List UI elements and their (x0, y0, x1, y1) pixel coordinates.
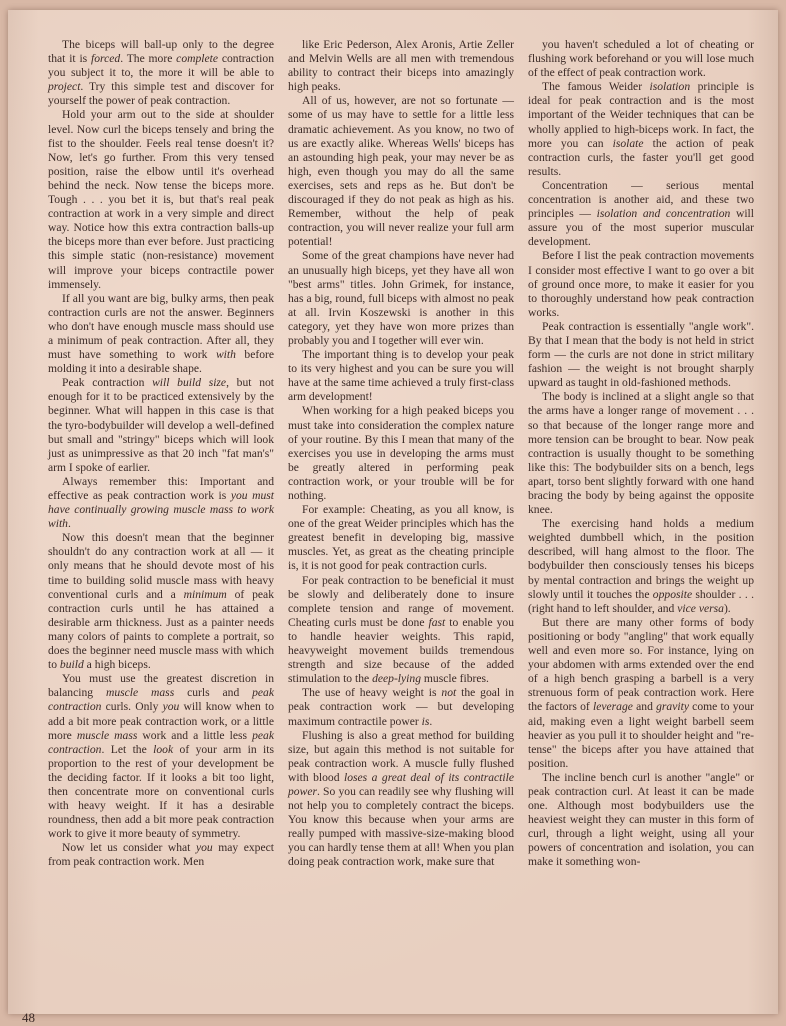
italic-text: isolation and concentration (596, 207, 731, 221)
paragraph (528, 80, 754, 179)
text-run: Before I list the peak contraction movements I consider most effective I want to go over a bit of ground once more, to make it easier for you to thoroughly understand how peak contraction works. (528, 249, 754, 319)
paragraph (288, 249, 514, 348)
text-run: All of us, however, are not so fortunate — some of us may have to settle for a little less dramatic achievement. As you know, no two of us are exactly alike. Whereas Wells' biceps has an astounding high peak, your may never be as high, even though you may do all the same exercises, sets and reps as he. But don't be discouraged if they do not peak as high as his. Remember, without the help of peak contraction, you will never realize your full arm potential! (288, 94, 514, 249)
text-run: you haven't scheduled a lot of cheating or flushing work beforehand or you will lose much of the effect of peak contraction work. (528, 38, 754, 80)
text-run: The use of heavy weight is (302, 686, 442, 700)
text-run: The important thing is to develop your peak to its very highest and you can be sure you will have at the same time achieved a truly first-class arm development! (288, 348, 514, 404)
text-run: The biceps will ball-up only to the degree that it is (48, 38, 274, 66)
italic-text: leverage (593, 700, 633, 714)
text-run: work and a little less (137, 728, 253, 742)
italic-text: you (195, 841, 213, 855)
text-run: Peak contraction (62, 376, 153, 390)
text-run: . (429, 714, 433, 728)
text-run: come to your aid, making even a light weight barbell seem heavier as you pull it to shoulder height and "re-tense" the biceps after you have attained that position. (528, 700, 754, 770)
text-column-3 (528, 38, 754, 870)
italic-text: with (215, 348, 236, 362)
text-run: may expect from peak contraction work. Men (48, 841, 274, 869)
text-run: You must use the greatest discretion in balancing (48, 672, 274, 700)
text-run: Peak contraction is essentially "angle work". By that I mean that the body is not held in strict form — the curls are not done in strict military fashion — the weight is not brought sharply upward as taught in old-fashioned methods. (528, 319, 754, 390)
text-run: a high biceps. (83, 658, 151, 672)
text-run: will know when to add a bit more peak contraction work, or a little more (48, 700, 274, 742)
text-column-2 (288, 38, 514, 870)
italic-text: you (162, 700, 180, 714)
italic-text: vice versa (677, 601, 724, 615)
text-run: will assure you of the most superior muscular development. (528, 207, 755, 249)
italic-text: deep-lying (372, 672, 421, 686)
text-run: The exercising hand holds a medium weighted dumbbell which, in the position described, will hang almost to the floor. The bodybuilder then consciously tenses his biceps by mental contraction and brings the weight up slowly until it touches the (528, 517, 754, 601)
text-run: Always remember this: Important and effective as peak contraction work is (48, 474, 274, 502)
text-run: of your arm in its proportion to the rest of your development be the deciding factor. If it looks a bit too light, then concentrate more on conventional curls with heavy weight. If it has a desirable roundness, then add a bit more peak contraction work to give it more beauty of symmetry. (48, 742, 274, 841)
text-run: muscle fibres. (421, 672, 489, 686)
text-run: Some of the great champions have never had an unusually high biceps, yet they have all won "best arms" titles. John Grimek, for instance, has a big, round, full biceps with almost no peak at all. Irvin Koszewski is another in this category, yet they have won more prizes than probably you and I together will ever win. (288, 249, 514, 347)
paragraph (528, 320, 754, 390)
paragraph (288, 686, 514, 728)
italic-text: build (59, 658, 84, 672)
page-number: 48 (22, 1010, 35, 1025)
text-run: Now this doesn't mean that the beginner shouldn't do any contraction work at all — it only means that he should devote most of his time to building solid muscle mass with heavy conventional curls and a (48, 531, 274, 601)
paragraph (288, 348, 514, 404)
italic-text: forced (91, 52, 121, 66)
italic-text: you must have continually growing muscle mass to work with (48, 489, 274, 531)
paragraph (528, 179, 754, 249)
paragraph (288, 729, 514, 870)
paragraph (48, 475, 274, 531)
paragraph (48, 38, 274, 108)
text-run: The body is inclined at a slight angle so that the arms have a longer range of movement . . . so that because of the longer range more and more tension can be brought to bear. Now peak contraction is usually thought to be something like this: The bodybuilder sits on a bench, legs apart, torso bent slightly forward with one hand bracing the body by being against the opposite knee. (528, 390, 754, 517)
text-run: and (632, 700, 657, 714)
text-run: But there are many other forms of body positioning or body "angling" that work equally well and even more so. For instance, lying on your abdomen with arms extended over the end of a high bench grasping a barbell is a very strenuous form of peak contraction work. Here the factors of (528, 615, 754, 714)
italic-text: isolate (612, 136, 644, 150)
paragraph (288, 574, 514, 687)
italic-text: minimum (183, 587, 227, 601)
italic-text: peak contraction (48, 686, 274, 714)
text-run: When working for a high peaked biceps you must take into consideration the complex nature of your routine. By this I mean that many of the exercises you use in developing the arms must be greatly altered in performing peak contraction work, or your trouble will be for nothing. (288, 404, 514, 502)
paragraph (48, 376, 274, 475)
paragraph (288, 503, 514, 573)
text-run: , but not enough for it to be practiced extensively by the beginner. What will happen in this case is that the tyro-bodybuilder will develop a well-defined but small and "stringy" biceps which will look just as unimpressive as that 20 inch "fat man's" arm I spoke of earlier. (48, 376, 275, 474)
text-run: . So you can readily see why flushing will not help you to completely contract the biceps. You know this because when your arms are really pumped with massive-size-making blood you can hardly tense them at all! When you plan doing peak contraction work, make sure that (288, 784, 514, 869)
italic-text: is (421, 714, 430, 728)
paragraph (528, 517, 754, 616)
paragraph (288, 404, 514, 503)
text-run: to enable you to handle heavier weights. This rapid, heavyweight movement builds tremendous strength and size because of the added stimulation to the (288, 615, 514, 686)
paragraph (528, 38, 754, 80)
italic-text: isolation (649, 80, 691, 94)
text-run: Flushing is also a great method for building size, but again this method is not suitable for peak contraction work. A muscle fully flushed with blood (288, 728, 514, 784)
paragraph (48, 531, 274, 672)
text-run: The famous Weider (542, 80, 650, 94)
text-run: curls and (174, 686, 253, 700)
text-run: For peak contraction to be beneficial it must be slowly and deliberately done to insure complete tension and range of movement. Cheating curls must be done (288, 573, 514, 629)
paragraph (48, 292, 274, 377)
text-run: Hold your arm out to the side at shoulder level. Now curl the biceps tensely and bring the fist to the shoulder. Feels real tense doesn't it? Now, let's go further. From this very tensed position, raise the elbow until it's overhead behind the neck. Now tense the biceps more. Tough . . . you bet it is, but that's real peak contraction at work in a very simple and direct way. Notice how this extra contraction balls-up the biceps more than ever before. Just practicing this simple static (non-resistance) movement will improve your biceps contractile power immensely. (48, 108, 274, 291)
text-run: principle is ideal for peak contraction and is the most important of the Weider techniques that can be wholly applied to high-biceps work. In fact, the more you can (528, 80, 754, 150)
text-run: . The more (120, 52, 177, 66)
paragraph (48, 841, 274, 869)
text-run: . (67, 517, 71, 531)
text-run: . Let the (101, 742, 154, 756)
paragraph (48, 672, 274, 841)
text-run: Now let us consider what (62, 841, 196, 855)
italic-text: will build size (152, 376, 227, 390)
paragraph (48, 108, 274, 291)
text-run: like Eric Pederson, Alex Aronis, Artie Zeller and Melvin Wells are all men with tremendous ability to contract their biceps into amazingly high peaks. (288, 38, 514, 94)
italic-text: peak contraction (48, 728, 274, 756)
italic-text: fast (428, 615, 446, 629)
paragraph (528, 390, 754, 517)
text-run: the goal in peak contraction work — but developing maximum contractile power (288, 686, 514, 728)
paragraph (528, 616, 754, 771)
text-run: . Try this simple test and discover for yourself the power of peak contraction. (48, 80, 274, 108)
text-run: Concentration — serious mental concentration is another aid, and these two principles — (528, 178, 754, 221)
text-run: before molding it into a desirable shape. (48, 348, 274, 376)
paragraph (288, 94, 514, 249)
text-column-1 (48, 38, 274, 870)
italic-text: look (153, 742, 174, 756)
magazine-page (8, 10, 778, 1025)
text-run: curls. Only (101, 700, 163, 714)
text-run: ). (723, 601, 731, 615)
italic-text: muscle mass (105, 686, 175, 700)
italic-text: gravity (656, 700, 689, 714)
paragraph (528, 771, 754, 870)
paragraph (288, 38, 514, 94)
text-run: of peak contraction curls until he has attained a desirable arm thickness. Just as a painter needs many colors of paints to complete a portrait, so does the beginner need muscle mass with which to (48, 587, 275, 672)
text-run: The incline bench curl is another "angle" or peak contraction curl. At least it can be made one. Although most bodybuilders use the heaviest weight they can muster in this form of curl, through a light weight, using all your powers of concentration and isolation, you can make it something won- (528, 770, 754, 869)
text-run: shoulder . . . (right hand to left shoulder, and (528, 587, 754, 615)
text-run: contraction you subject it to, the more it will be able to (48, 52, 274, 80)
italic-text: not (441, 686, 457, 700)
italic-text: muscle mass (76, 728, 138, 742)
italic-text: complete (176, 52, 219, 66)
text-run: For example: Cheating, as you all know, is one of the great Weider principles which has the greatest benefit in developing big, massive muscles. Yet, as great as the cheating principle is, it is not good for peak contraction curls. (288, 503, 514, 573)
text-run: the action of peak contraction curls, the faster you'll get good results. (528, 136, 754, 178)
italic-text: opposite (652, 587, 693, 601)
italic-text: project (48, 80, 81, 94)
text-run: If all you want are big, bulky arms, then peak contraction curls are not the answer. Beginners who don't have enough muscle mass should use a minimum of peak contraction. After all, they must have something to work (48, 291, 274, 362)
paragraph (528, 249, 754, 319)
italic-text: loses a great deal of its contractile power (288, 770, 514, 798)
